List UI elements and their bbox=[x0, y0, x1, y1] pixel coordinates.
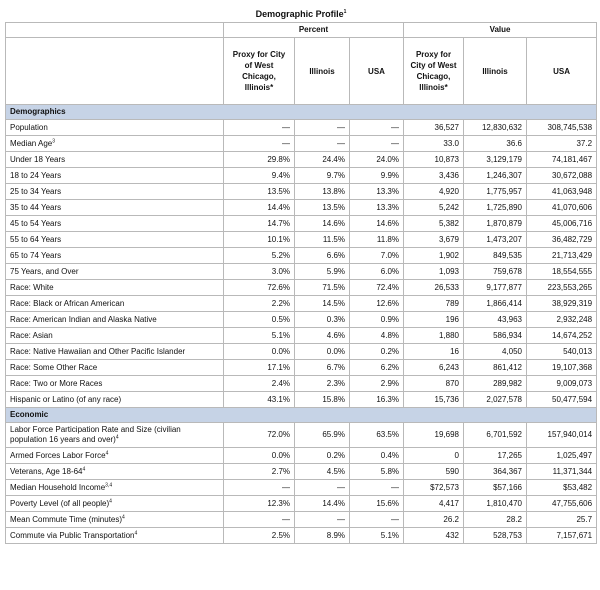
table-cell: 6.0% bbox=[350, 264, 404, 280]
table-cell: 0.4% bbox=[350, 448, 404, 464]
table-cell: 26,533 bbox=[404, 280, 464, 296]
table-cell: 38,929,319 bbox=[527, 296, 597, 312]
table-row bbox=[6, 528, 597, 544]
table-cell: 12.3% bbox=[224, 496, 295, 512]
table-cell: 3,129,179 bbox=[464, 152, 527, 168]
row-label: Labor Force Participation Rate and Size (civilian population 16 years and over)$^4$ bbox=[6, 423, 224, 448]
table-cell: 74,181,467 bbox=[527, 152, 597, 168]
table-cell: 18,554,555 bbox=[527, 264, 597, 280]
table-cell: 14.6% bbox=[350, 216, 404, 232]
table-cell: 590 bbox=[404, 464, 464, 480]
table-row bbox=[6, 152, 597, 168]
row-label: Mean Commute Time (minutes)$^4$ bbox=[6, 512, 224, 528]
table-row bbox=[6, 248, 597, 264]
row-label: Population bbox=[6, 120, 224, 136]
row-label: 45 to 54 Years bbox=[6, 216, 224, 232]
table-cell: 13.5% bbox=[224, 184, 295, 200]
table-cell: 16 bbox=[404, 344, 464, 360]
table-cell: 5.9% bbox=[295, 264, 350, 280]
table-cell: 4,417 bbox=[404, 496, 464, 512]
col-header-percent-proxy: Proxy for City of West Chicago, Illinois* bbox=[224, 38, 295, 105]
row-label: Race: American Indian and Alaska Native bbox=[6, 312, 224, 328]
table-cell: 43.1% bbox=[224, 392, 295, 408]
table-cell: 5,242 bbox=[404, 200, 464, 216]
table-cell: 13.3% bbox=[350, 184, 404, 200]
row-label: Veterans, Age $18-64^4$ bbox=[6, 464, 224, 480]
table-cell: 11.5% bbox=[295, 232, 350, 248]
row-label: Commute via Public Transportation$^4$ bbox=[6, 528, 224, 544]
row-label: Race: Two or More Races bbox=[6, 376, 224, 392]
table-cell: 528,753 bbox=[464, 528, 527, 544]
table-cell: 2.9% bbox=[350, 376, 404, 392]
col-header-value-proxy: Proxy for City of West Chicago, Illinois* bbox=[404, 38, 464, 105]
table-cell: 3.0% bbox=[224, 264, 295, 280]
table-cell: 36.6 bbox=[464, 136, 527, 152]
demographic-profile-table bbox=[5, 6, 597, 544]
footnote-marker: 4 bbox=[115, 434, 119, 441]
row-label: Armed Forces Labor Force$^4$ bbox=[6, 448, 224, 464]
table-cell: 2.2% bbox=[224, 296, 295, 312]
row-label: Race: Black or African American bbox=[6, 296, 224, 312]
row-label: 25 to 34 Years bbox=[6, 184, 224, 200]
table-cell: 45,006,716 bbox=[527, 216, 597, 232]
footnote-marker: 4 bbox=[109, 497, 112, 504]
table-cell: — bbox=[350, 480, 404, 496]
table-row bbox=[6, 312, 597, 328]
table-cell: 2.3% bbox=[295, 376, 350, 392]
table-cell: 3,679 bbox=[404, 232, 464, 248]
table-cell: 72.6% bbox=[224, 280, 295, 296]
table-cell: 4,050 bbox=[464, 344, 527, 360]
footnote-marker: 4 bbox=[122, 513, 125, 520]
table-cell: 6,243 bbox=[404, 360, 464, 376]
table-cell: 30,672,088 bbox=[527, 168, 597, 184]
table-cell: — bbox=[224, 136, 295, 152]
table-cell: — bbox=[295, 136, 350, 152]
table-cell: 0.0% bbox=[295, 344, 350, 360]
table-cell: 2,027,578 bbox=[464, 392, 527, 408]
table-cell: 1,246,307 bbox=[464, 168, 527, 184]
table-cell: 849,535 bbox=[464, 248, 527, 264]
row-label: 18 to 24 Years bbox=[6, 168, 224, 184]
table-cell: 11,371,344 bbox=[527, 464, 597, 480]
table-row bbox=[6, 328, 597, 344]
table-cell: 50,477,594 bbox=[527, 392, 597, 408]
table-cell: 43,963 bbox=[464, 312, 527, 328]
row-label: Median Household Income$^{3,4}$ bbox=[6, 480, 224, 496]
section-title: Economic bbox=[6, 408, 597, 423]
table-cell: 14.4% bbox=[224, 200, 295, 216]
table-row bbox=[6, 120, 597, 136]
table-cell: $53,482 bbox=[527, 480, 597, 496]
table-cell: 5,382 bbox=[404, 216, 464, 232]
table-cell: 0.9% bbox=[350, 312, 404, 328]
table-row bbox=[6, 168, 597, 184]
table-cell: 6.6% bbox=[295, 248, 350, 264]
table-cell: 3,436 bbox=[404, 168, 464, 184]
table-cell: 2.7% bbox=[224, 464, 295, 480]
table-cell: 29.8% bbox=[224, 152, 295, 168]
footnote-marker: 4 bbox=[82, 465, 86, 472]
table-cell: — bbox=[224, 512, 295, 528]
corner-cell bbox=[6, 23, 224, 38]
table-cell: 9.4% bbox=[224, 168, 295, 184]
table-cell: 5.2% bbox=[224, 248, 295, 264]
table-cell: 7.0% bbox=[350, 248, 404, 264]
percent-group-header: Percent bbox=[224, 23, 404, 38]
col-header-percent-usa: USA bbox=[350, 38, 404, 105]
table-cell: 26.2 bbox=[404, 512, 464, 528]
table-cell: 432 bbox=[404, 528, 464, 544]
table-cell: 1,810,470 bbox=[464, 496, 527, 512]
table-cell: 19,107,368 bbox=[527, 360, 597, 376]
table-cell: 10.1% bbox=[224, 232, 295, 248]
table-cell: 9,177,877 bbox=[464, 280, 527, 296]
table-cell: 9,009,073 bbox=[527, 376, 597, 392]
table-cell: — bbox=[224, 480, 295, 496]
col-header-value-illinois: Illinois bbox=[464, 38, 527, 105]
column-header-row bbox=[6, 38, 597, 105]
table-cell: 7,157,671 bbox=[527, 528, 597, 544]
table-cell: 2.5% bbox=[224, 528, 295, 544]
table-cell: 861,412 bbox=[464, 360, 527, 376]
table-cell: 13.8% bbox=[295, 184, 350, 200]
footnote-marker: 4 bbox=[105, 449, 109, 456]
table-cell: 16.3% bbox=[350, 392, 404, 408]
table-cell: 2,932,248 bbox=[527, 312, 597, 328]
table-cell: 0.3% bbox=[295, 312, 350, 328]
table-cell: 1,866,414 bbox=[464, 296, 527, 312]
table-row bbox=[6, 232, 597, 248]
table-cell: 12,830,632 bbox=[464, 120, 527, 136]
table-cell: 10,873 bbox=[404, 152, 464, 168]
row-label: Under 18 Years bbox=[6, 152, 224, 168]
table-row bbox=[6, 480, 597, 496]
section-header-row bbox=[6, 105, 597, 120]
group-header-row bbox=[6, 23, 597, 38]
table-cell: 586,934 bbox=[464, 328, 527, 344]
table-row bbox=[6, 392, 597, 408]
table-cell: 72.0% bbox=[224, 423, 295, 448]
row-label: Hispanic or Latino (of any race) bbox=[6, 392, 224, 408]
table-row bbox=[6, 264, 597, 280]
table-cell: 0.2% bbox=[350, 344, 404, 360]
table-cell: 11.8% bbox=[350, 232, 404, 248]
table-cell: 41,070,606 bbox=[527, 200, 597, 216]
table-row bbox=[6, 200, 597, 216]
table-row bbox=[6, 376, 597, 392]
table-cell: 789 bbox=[404, 296, 464, 312]
table-cell: 5.1% bbox=[224, 328, 295, 344]
section-title: Demographics bbox=[6, 105, 597, 120]
table-cell: — bbox=[350, 136, 404, 152]
row-label: Poverty Level (of all people)$^4$ bbox=[6, 496, 224, 512]
row-label: Race: Native Hawaiian and Other Pacific Islander bbox=[6, 344, 224, 360]
table-cell: — bbox=[295, 512, 350, 528]
table-cell: 5.1% bbox=[350, 528, 404, 544]
table-title-row bbox=[6, 6, 597, 23]
footnote-marker: 3 bbox=[52, 137, 56, 144]
table-cell: 14.6% bbox=[295, 216, 350, 232]
table-cell: 1,880 bbox=[404, 328, 464, 344]
table-cell: 15.6% bbox=[350, 496, 404, 512]
table-cell: 223,553,265 bbox=[527, 280, 597, 296]
table-cell: $72,573 bbox=[404, 480, 464, 496]
table-cell: 37.2 bbox=[527, 136, 597, 152]
table-cell: 1,870,879 bbox=[464, 216, 527, 232]
row-label: Race: Asian bbox=[6, 328, 224, 344]
table-cell: 63.5% bbox=[350, 423, 404, 448]
table-cell: 28.2 bbox=[464, 512, 527, 528]
table-cell: 13.5% bbox=[295, 200, 350, 216]
col-header-percent-illinois: Illinois bbox=[295, 38, 350, 105]
footnote-marker: 4 bbox=[134, 529, 138, 536]
table-cell: 1,093 bbox=[404, 264, 464, 280]
table-cell: 24.0% bbox=[350, 152, 404, 168]
table-row bbox=[6, 280, 597, 296]
table-row bbox=[6, 136, 597, 152]
table-cell: 8.9% bbox=[295, 528, 350, 544]
table-cell: 2.4% bbox=[224, 376, 295, 392]
row-label: Median Age$^3$ bbox=[6, 136, 224, 152]
table-cell: 870 bbox=[404, 376, 464, 392]
table-cell: 157,940,014 bbox=[527, 423, 597, 448]
table-cell: 1,473,207 bbox=[464, 232, 527, 248]
table-cell: 14.7% bbox=[224, 216, 295, 232]
row-label: Race: Some Other Race bbox=[6, 360, 224, 376]
table-cell: — bbox=[224, 120, 295, 136]
row-label: 75 Years, and Over bbox=[6, 264, 224, 280]
table-cell: 19,698 bbox=[404, 423, 464, 448]
table-cell: 1,025,497 bbox=[527, 448, 597, 464]
table-cell: 0.0% bbox=[224, 344, 295, 360]
table-cell: 4.5% bbox=[295, 464, 350, 480]
table-cell: 1,775,957 bbox=[464, 184, 527, 200]
table-row bbox=[6, 344, 597, 360]
table-cell: 71.5% bbox=[295, 280, 350, 296]
table-cell: 308,745,538 bbox=[527, 120, 597, 136]
table-cell: 33.0 bbox=[404, 136, 464, 152]
table-cell: 364,367 bbox=[464, 464, 527, 480]
table-cell: 289,982 bbox=[464, 376, 527, 392]
table-row bbox=[6, 512, 597, 528]
table-cell: 24.4% bbox=[295, 152, 350, 168]
table-cell: 0 bbox=[404, 448, 464, 464]
table-row bbox=[6, 184, 597, 200]
table-cell: 6,701,592 bbox=[464, 423, 527, 448]
table-cell: 65.9% bbox=[295, 423, 350, 448]
table-cell: 17.1% bbox=[224, 360, 295, 376]
corner-cell bbox=[6, 38, 224, 105]
table-row bbox=[6, 360, 597, 376]
footnote-marker: 3,4 bbox=[105, 481, 113, 488]
table-row bbox=[6, 296, 597, 312]
table-row bbox=[6, 423, 597, 448]
table-cell: 0.0% bbox=[224, 448, 295, 464]
table-cell: 9.9% bbox=[350, 168, 404, 184]
table-cell: 14.4% bbox=[295, 496, 350, 512]
table-cell: 15.8% bbox=[295, 392, 350, 408]
table-row bbox=[6, 464, 597, 480]
table-cell: 6.7% bbox=[295, 360, 350, 376]
row-label: 65 to 74 Years bbox=[6, 248, 224, 264]
table-cell: 759,678 bbox=[464, 264, 527, 280]
table-cell: — bbox=[350, 512, 404, 528]
table-cell: 36,527 bbox=[404, 120, 464, 136]
table-cell: 4,920 bbox=[404, 184, 464, 200]
table-cell: 41,063,948 bbox=[527, 184, 597, 200]
table-cell: 21,713,429 bbox=[527, 248, 597, 264]
table-cell: 15,736 bbox=[404, 392, 464, 408]
table-cell: $57,166 bbox=[464, 480, 527, 496]
table-cell: 0.2% bbox=[295, 448, 350, 464]
table-cell: 0.5% bbox=[224, 312, 295, 328]
row-label: 35 to 44 Years bbox=[6, 200, 224, 216]
table-cell: 9.7% bbox=[295, 168, 350, 184]
table-cell: 6.2% bbox=[350, 360, 404, 376]
table-cell: 47,755,606 bbox=[527, 496, 597, 512]
table-cell: 196 bbox=[404, 312, 464, 328]
table-cell: 12.6% bbox=[350, 296, 404, 312]
table-row bbox=[6, 216, 597, 232]
table-title: Demographic Profile$^1$ bbox=[6, 6, 597, 23]
table-cell: — bbox=[350, 120, 404, 136]
row-label: Race: White bbox=[6, 280, 224, 296]
section-header-row bbox=[6, 408, 597, 423]
table-row bbox=[6, 496, 597, 512]
row-label: 55 to 64 Years bbox=[6, 232, 224, 248]
table-cell: 17,265 bbox=[464, 448, 527, 464]
table-cell: 1,725,890 bbox=[464, 200, 527, 216]
table-cell: 4.6% bbox=[295, 328, 350, 344]
table-cell: — bbox=[295, 480, 350, 496]
table-cell: 14.5% bbox=[295, 296, 350, 312]
table-cell: 36,482,729 bbox=[527, 232, 597, 248]
table-cell: 25.7 bbox=[527, 512, 597, 528]
table-cell: 13.3% bbox=[350, 200, 404, 216]
table-cell: 540,013 bbox=[527, 344, 597, 360]
table-cell: 72.4% bbox=[350, 280, 404, 296]
value-group-header: Value bbox=[404, 23, 597, 38]
table-cell: — bbox=[295, 120, 350, 136]
table-cell: 5.8% bbox=[350, 464, 404, 480]
table-cell: 4.8% bbox=[350, 328, 404, 344]
table-body bbox=[6, 105, 597, 544]
table-cell: 1,902 bbox=[404, 248, 464, 264]
col-header-value-usa: USA bbox=[527, 38, 597, 105]
table-cell: 14,674,252 bbox=[527, 328, 597, 344]
table-row bbox=[6, 448, 597, 464]
